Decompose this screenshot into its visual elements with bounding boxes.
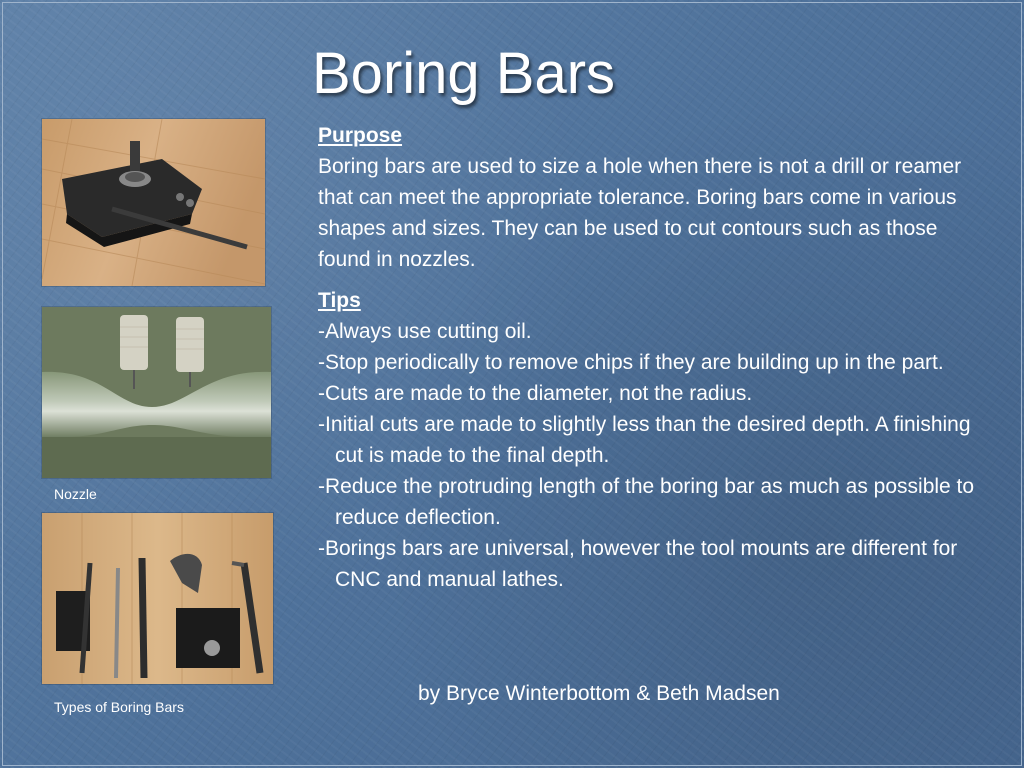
tip-item: -Reduce the protruding length of the boring bar as much as possible to reduce deflection.: [318, 475, 975, 529]
tip-item: -Cuts are made to the diameter, not the radius.: [318, 382, 753, 405]
slide-body: [318, 120, 978, 595]
tip-item: -Initial cuts are made to slightly less than the desired depth. A finishing cut is made to the final depth.: [318, 413, 971, 467]
slide-title: Boring Bars: [312, 41, 616, 106]
tip-item: -Stop periodically to remove chips if they are building up in the part.: [318, 351, 944, 374]
types-of-boring-bars-photo: [42, 513, 273, 684]
tips-heading: Tips: [318, 289, 361, 312]
boring-bar-holder-photo: [42, 119, 265, 286]
purpose-heading: Purpose: [318, 124, 403, 147]
nozzle-caption: Nozzle: [54, 486, 97, 502]
author-credit: by Bryce Winterbottom & Beth Madsen: [418, 682, 780, 705]
types-caption: Types of Boring Bars: [54, 699, 184, 715]
purpose-text: Boring bars are used to size a hole when there is not a drill or reamer that can meet the appropriate tolerance. Boring bars come in various shapes and sizes. They can be used to cut contours such as those found in nozzles.: [318, 155, 962, 271]
tip-item: -Always use cutting oil.: [318, 320, 532, 343]
nozzle-photo: [42, 307, 271, 478]
tip-item: -Borings bars are universal, however the tool mounts are different for CNC and manual lathes.: [318, 537, 958, 591]
